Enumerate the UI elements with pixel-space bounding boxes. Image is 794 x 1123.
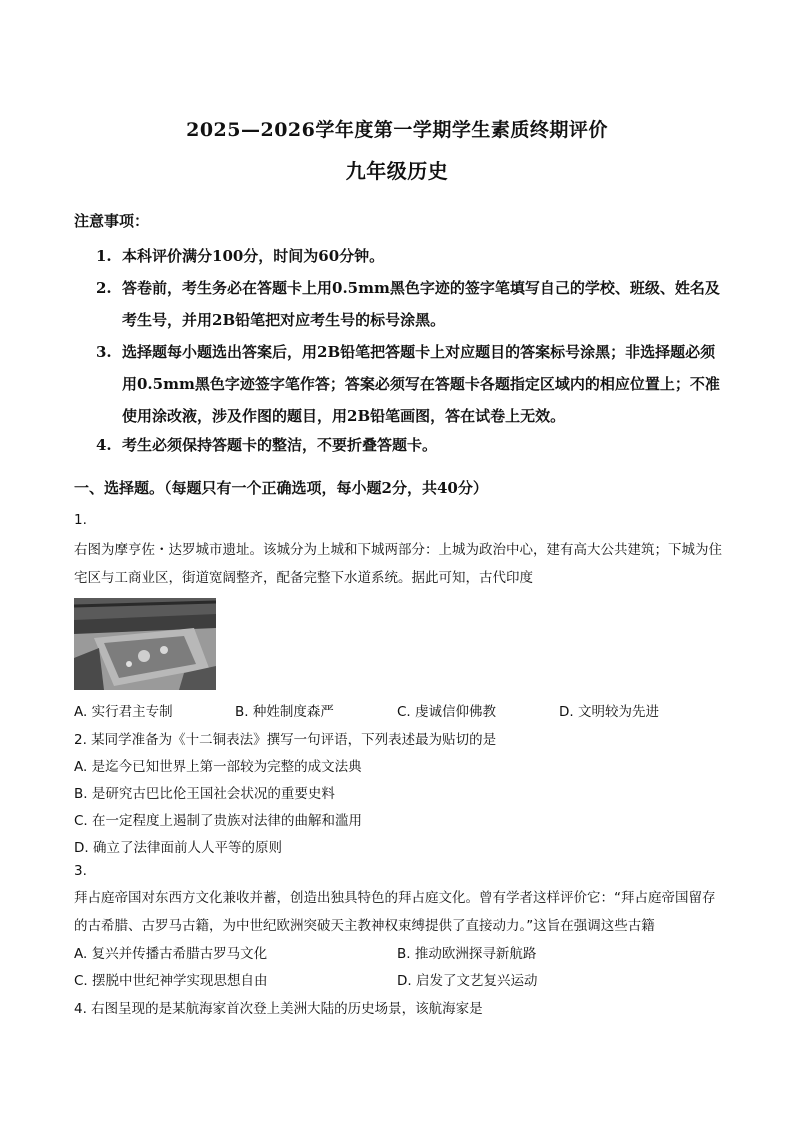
notice-item-text: 选择题每小题选出答案后，用2B铅笔把答题卡上对应题目的答案标号涂黑；非选择题必须用0.5mm黑色字迹签字笔作答；答案必须写在答题卡各题指定区域内的相应位置上；不准使用涂改液，涉及作图的题目，用2B铅笔画图，答在试卷上无效。 [122,343,720,425]
section-heading: 一、选择题。（每题只有一个正确选项，每小题2分，共40分） [74,479,488,497]
option-b: B. 推动欧洲探寻新航路 [397,946,537,962]
option-a: A. 实行君主专制 [74,704,173,720]
question-stem: 4. 右图呈现的是某航海家首次登上美洲大陆的历史场景，该航海家是 [74,1001,483,1017]
option-a: A. 复兴并传播古希腊古罗马文化 [74,946,268,962]
option-c: C. 虔诚信仰佛教 [397,704,497,720]
notice-item [96,272,724,336]
question-stem: 拜占庭帝国对东西方文化兼收并蓄，创造出独具特色的拜占庭文化。曾有学者这样评价它：“拜占庭帝国留存的古希腊、古罗马古籍，为中世纪欧洲突破天主教神权束缚提供了直接动力。”这旨在强调这些古籍 [74,890,716,934]
notice-item-text: 答卷前，考生务必在答题卡上用0.5mm黑色字迹的签字笔填写自己的学校、班级、姓名及考生号，并用2B铅笔把对应考生号的标号涂黑。 [122,279,720,329]
notice-item [96,336,724,432]
notice-item-text: 考生必须保持答题卡的整洁，不要折叠答题卡。 [122,436,438,454]
option-d: D. 确立了法律面前人人平等的原则 [74,840,282,856]
notice-item-number: 2. [96,279,112,297]
notice-item-number: 4. [96,436,112,454]
question-stem: 2. 某同学准备为《十二铜表法》撰写一句评语，下列表述最为贴切的是 [74,732,497,748]
notice-heading: 注意事项： [74,212,150,230]
notice-item-number: 1. [96,247,112,265]
option-a: A. 是迄今已知世界上第一部较为完整的成文法典 [74,759,362,775]
option-d: D. 文明较为先进 [559,704,659,720]
exam-title: 2025—2026学年度第一学期学生素质终期评价 [186,119,608,141]
notice-item-number: 3. [96,343,112,361]
notice-item-text: 本科评价满分100分，时间为60分钟。 [122,247,385,265]
option-b: B. 种姓制度森严 [235,704,334,720]
question-number: 1. [74,512,87,528]
option-b: B. 是研究古巴比伦王国社会状况的重要史料 [74,786,335,802]
option-c: C. 在一定程度上遏制了贵族对法律的曲解和滥用 [74,813,363,829]
mohenjo-daro-ruins-image [74,598,216,690]
option-d: D. 启发了文艺复兴运动 [397,973,538,989]
exam-subject: 九年级历史 [345,159,449,183]
question-stem: 右图为摩亨佐・达罗城市遗址。该城分为上城和下城两部分：上城为政治中心，建有高大公共建筑；下城为住宅区与工商业区，街道宽阔整齐，配备完整下水道系统。据此可知，古代印度 [74,542,722,586]
option-c: C. 摆脱中世纪神学实现思想自由 [74,973,268,989]
notice-item [96,429,724,461]
question-number: 3. [74,863,87,879]
notice-item [96,240,724,272]
